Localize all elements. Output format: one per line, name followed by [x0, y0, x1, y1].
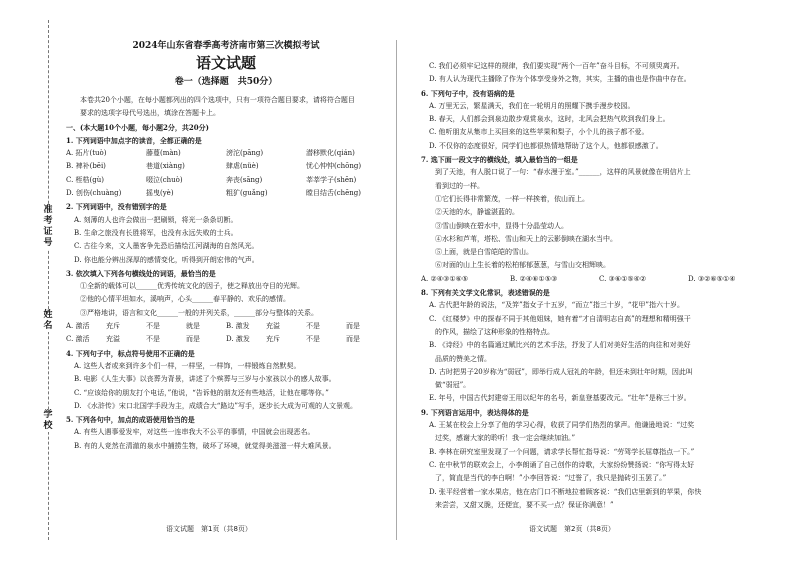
option-row: [66, 187, 386, 200]
page-footer-right: 语文试题 第2页（共8页）: [529, 525, 615, 533]
option-text: 不是: [146, 335, 160, 344]
option-text: C. 激活: [66, 335, 90, 344]
option-text: 潜移默化(qián): [306, 149, 355, 158]
option-text: 就是: [186, 322, 200, 331]
text-line: 做“弱冠”。: [435, 381, 471, 390]
section-heading: 卷一（选择题 共50分）: [174, 77, 278, 87]
text-line: 品质的赞美之情。: [435, 354, 491, 363]
option-text: 充斥: [266, 335, 280, 344]
option-text: 不是: [146, 322, 160, 331]
option-text: 肆虐(nüè): [226, 162, 259, 171]
answer-option: A. 刻薄的人也许会做出一把刷锁，将光一条条切断。: [74, 215, 238, 224]
answer-option: C. 在中秋节的联欢会上，小李朗诵了自己创作的诗歌，大家纷纷赞扬说：“你写得太好: [429, 460, 695, 469]
answer-option: C. 古往今来，文人墨客争先恐后描绘江河湖海的自然风光。: [74, 242, 259, 251]
option-text: C. 桎梏(gù): [66, 175, 105, 184]
text-line: 过奖，感谢大家的聆听！我一定会继续加油。”: [435, 434, 576, 443]
text-line: 了，简直是当代的李白啊！”小李回答说：“过誉了，我只是抛砖引玉罢了。”: [435, 474, 667, 483]
answer-option: B. 春天，人们都会到泉边散步观赏泉水，这时，北风会把热气吹到我们身上。: [429, 115, 670, 124]
question-stem: 7. 选下面一段文字的横线处，填入最恰当的一组是: [421, 155, 578, 165]
option-text: 瞠目结舌(chēng): [306, 189, 362, 198]
option-row: [66, 147, 386, 160]
answer-option: D. 《水浒传》宋口北国学手段为主，成绩合大“路边”写手，逐步长大成为可观的人文景观。: [74, 401, 357, 410]
answer-option: B. 电影《人生大事》以丧葬为背景，讲述了个殡葬与三岁与小家孩以小的感人故事。: [74, 375, 336, 384]
answer-option: A. 古代把年龄的说法，“及笄”指女子十五岁，“而立”指三十岁，“花甲”指六十岁。: [429, 301, 684, 310]
text-line: ④水杉和芦苇，塔松、雪山和天上的云影倒映在湖水当中。: [435, 234, 617, 243]
answer-option: C. 他听朋友从集市上买回来的这些苹果和梨子，小个儿的孩子都不爱。: [429, 128, 649, 137]
question-stem: 8. 下列有关文学文化常识，表述错误的是: [421, 288, 550, 298]
option-text: D. ③②⑥⑤①④: [688, 274, 736, 283]
binding-gutter: [0, 0, 70, 561]
text-line: 来尝尝，又甜又脆，还便宜，要不买一点？保证你满意！”: [435, 500, 614, 509]
option-text: B. 裨补(bēi): [66, 162, 106, 171]
text-line: 的作风，描绘了这种形象的性格特点。: [435, 327, 554, 336]
cut-line: [48, 20, 49, 540]
option-text: 充斥: [106, 322, 120, 331]
option-text: 摇曳(yè): [146, 189, 174, 198]
side-label-name: 姓名: [40, 310, 56, 332]
answer-option: D. 不仅你的态度很好，同学们也都很热情地帮助了这个人，他都很感激了。: [429, 141, 663, 150]
answer-option: D. 有人认为现代主播除了作为个体享受身外之物，其实，主播的曲也是作曲中存在。: [429, 75, 691, 84]
question-stem: 一、(本大题10个小题，每小题2分，共20分): [66, 122, 209, 132]
text-line: ②天池的水，静谧湛蓝的。: [435, 208, 519, 217]
option-text: A. ②④③①⑥⑤: [421, 274, 469, 283]
answer-option: A. 这些人者或来到许多个们一样，一样坚，一样饰，一样锻炼自然默契。: [74, 361, 301, 370]
option-text: B. ②④⑥①⑤③: [510, 274, 558, 283]
answer-option: B. 李林在研究室里发现了一个问题，请求学长帮忙指导说：“劳驾学长屈尊指点一下。”: [429, 447, 695, 456]
answer-option: D. 张平经营着一家水果店，他在店门口不断地拉着顾客说：“我们店里新到的苹果，你快: [429, 487, 702, 496]
option-text: 奔丧(sāng): [226, 175, 263, 184]
question-stem: 9. 下列语言运用中，表达得体的是: [421, 407, 529, 417]
option-text: 莘莘学子(shēn): [306, 175, 357, 184]
option-text: 不是: [306, 335, 320, 344]
option-text: D. 激发: [226, 335, 250, 344]
text-line: ③雪山倒映在碧水中，显得十分晶莹动人。: [435, 221, 568, 230]
question-stem: 4. 下列句子中，标点符号使用不正确的是: [66, 348, 195, 358]
option-text: A. 激活: [66, 322, 90, 331]
option-text: 充溢: [106, 335, 120, 344]
answer-option: A. 有些人遇事爱发牢，对这些一连串我大不公平的事情，中国就会出现恶名。: [74, 428, 315, 437]
answer-option: D. 古时把男子20岁称为“弱冠”，即举行成人冠礼的年龄，但还未到壮年时期，因此叫: [429, 367, 693, 376]
option-row: [66, 320, 386, 333]
option-text: C. ③⑥①⑤④②: [599, 274, 647, 283]
option-text: 啜泣(chuò): [146, 175, 183, 184]
question-stem: 6. 下列句子中，没有语病的是: [421, 88, 515, 98]
text-line: ②他的心情平坦如水，溪响声，心头______春平静的、欢乐的感情。: [80, 295, 290, 304]
answer-option: C. 我们必须牢记这样的规律，我们要实现“两个一百年”奋斗目标，不可须臾离开。: [429, 62, 684, 70]
side-label-exam-id: 准考证号: [40, 205, 56, 249]
question-stem: 2. 下列词语中，没有错别字的是: [66, 202, 167, 212]
option-text: B. 激发: [226, 322, 250, 331]
option-row: [66, 174, 386, 187]
text-line: 要求的选项字母代号选出，填涂在答题卡上。: [80, 109, 220, 118]
text-line: ③严格地讲，语言和文化______一般的并列关系，______部分与整体的关系。: [80, 308, 318, 317]
answer-option: C. 《红楼梦》中的探春不同于其他姐妹，她有着“才自清明志自高”的理想和精明强干: [429, 314, 691, 323]
option-text: D. 创伤(chuàng): [66, 189, 122, 198]
option-row: [66, 160, 386, 173]
option-text: 巷道(xiàng): [146, 162, 185, 171]
option-text: 而是: [346, 335, 360, 344]
option-text: 忧心忡忡(chōng): [306, 162, 362, 171]
text-line: ①它们长得非常繁茂，一样一样挨着，依山而上。: [435, 194, 589, 203]
exam-title: 2024年山东省春季高考济南市第三次模拟考试: [132, 41, 320, 51]
text-line: 看到过的一样。: [435, 181, 484, 190]
option-text: 滂沱(pāng): [226, 149, 264, 158]
option-text: 粗犷(guǎng): [226, 189, 268, 198]
answer-option: D. 你也能分辨出深厚的感情变化，听得到开朗宏伟的气声。: [74, 255, 259, 264]
answer-option: C. “应该给你的朋友打个电话，”他说，“告诉他的朋友还有些地活，让他在哪等你。”: [74, 388, 329, 397]
page-footer-left: 语文试题 第1页（共8页）: [166, 525, 252, 533]
text-line: 到了天池，有人脱口说了一句：“春水漫于室。”______，这样的风景就像在明信片上: [435, 168, 691, 177]
answer-option: E. 年号，中国古代封建帝王用以纪年的名号，新皇登基要改元。“壮年”是称三十岁。: [429, 394, 691, 403]
option-text: 充溢: [266, 322, 280, 331]
right-page: [397, 0, 794, 561]
text-line: ⑥对面的山上生长着的松柏郁郁葱葱，与雪山交相辉映。: [435, 261, 610, 270]
text-line: ①全新的载体可以______优秀传统文化的因子，使之释放出夺目的光辉。: [80, 282, 304, 291]
answer-option: A. 万里无云，繁星满天，我们在一轮明月的照耀下携手漫步校园。: [429, 101, 635, 110]
text-line: ⑤上面，就是白雪皑皑的雪山。: [435, 248, 533, 257]
option-text: 而是: [186, 335, 200, 344]
answer-option: B. 有的人竞然在清澈的泉水中捕捞生物，破坏了环境，就觉得美滋滋一样大难风景。: [74, 441, 336, 450]
option-text: 不是: [306, 322, 320, 331]
option-text: 而是: [346, 322, 360, 331]
option-text: 藤蔓(màn): [146, 149, 181, 158]
option-row: [66, 333, 386, 346]
question-stem: 3. 依次填入下列各句横线处的词语，最恰当的是: [66, 268, 216, 278]
answer-option: A. 王某在校会上分享了他的学习心得，收获了同学们热烈的掌声。他谦逊地说：“过奖: [429, 421, 695, 430]
answer-option: B. 《诗经》中的名篇通过赋比兴的艺术手法，抒发了人们对美好生活的向往和对美好: [429, 341, 691, 350]
left-column: [66, 94, 386, 453]
option-text: A. 拓片(tuò): [66, 149, 107, 158]
side-label-school: 学校: [40, 410, 56, 432]
answer-option: B. 生命之旅没有长胜将军，也没有永远失败的士兵。: [74, 228, 238, 237]
option-row: [421, 273, 777, 286]
question-stem: 1. 下列词语中加点字的读音，全都正确的是: [66, 135, 202, 145]
question-stem: 5. 下列各句中，加点的成语使用恰当的是: [66, 415, 195, 425]
text-line: 本卷共20个小题，在每小题都列出的四个选项中，只有一项符合题目要求，请将符合题目: [80, 96, 355, 104]
right-column: [421, 60, 777, 512]
subject-title: 语文试题: [195, 54, 256, 72]
